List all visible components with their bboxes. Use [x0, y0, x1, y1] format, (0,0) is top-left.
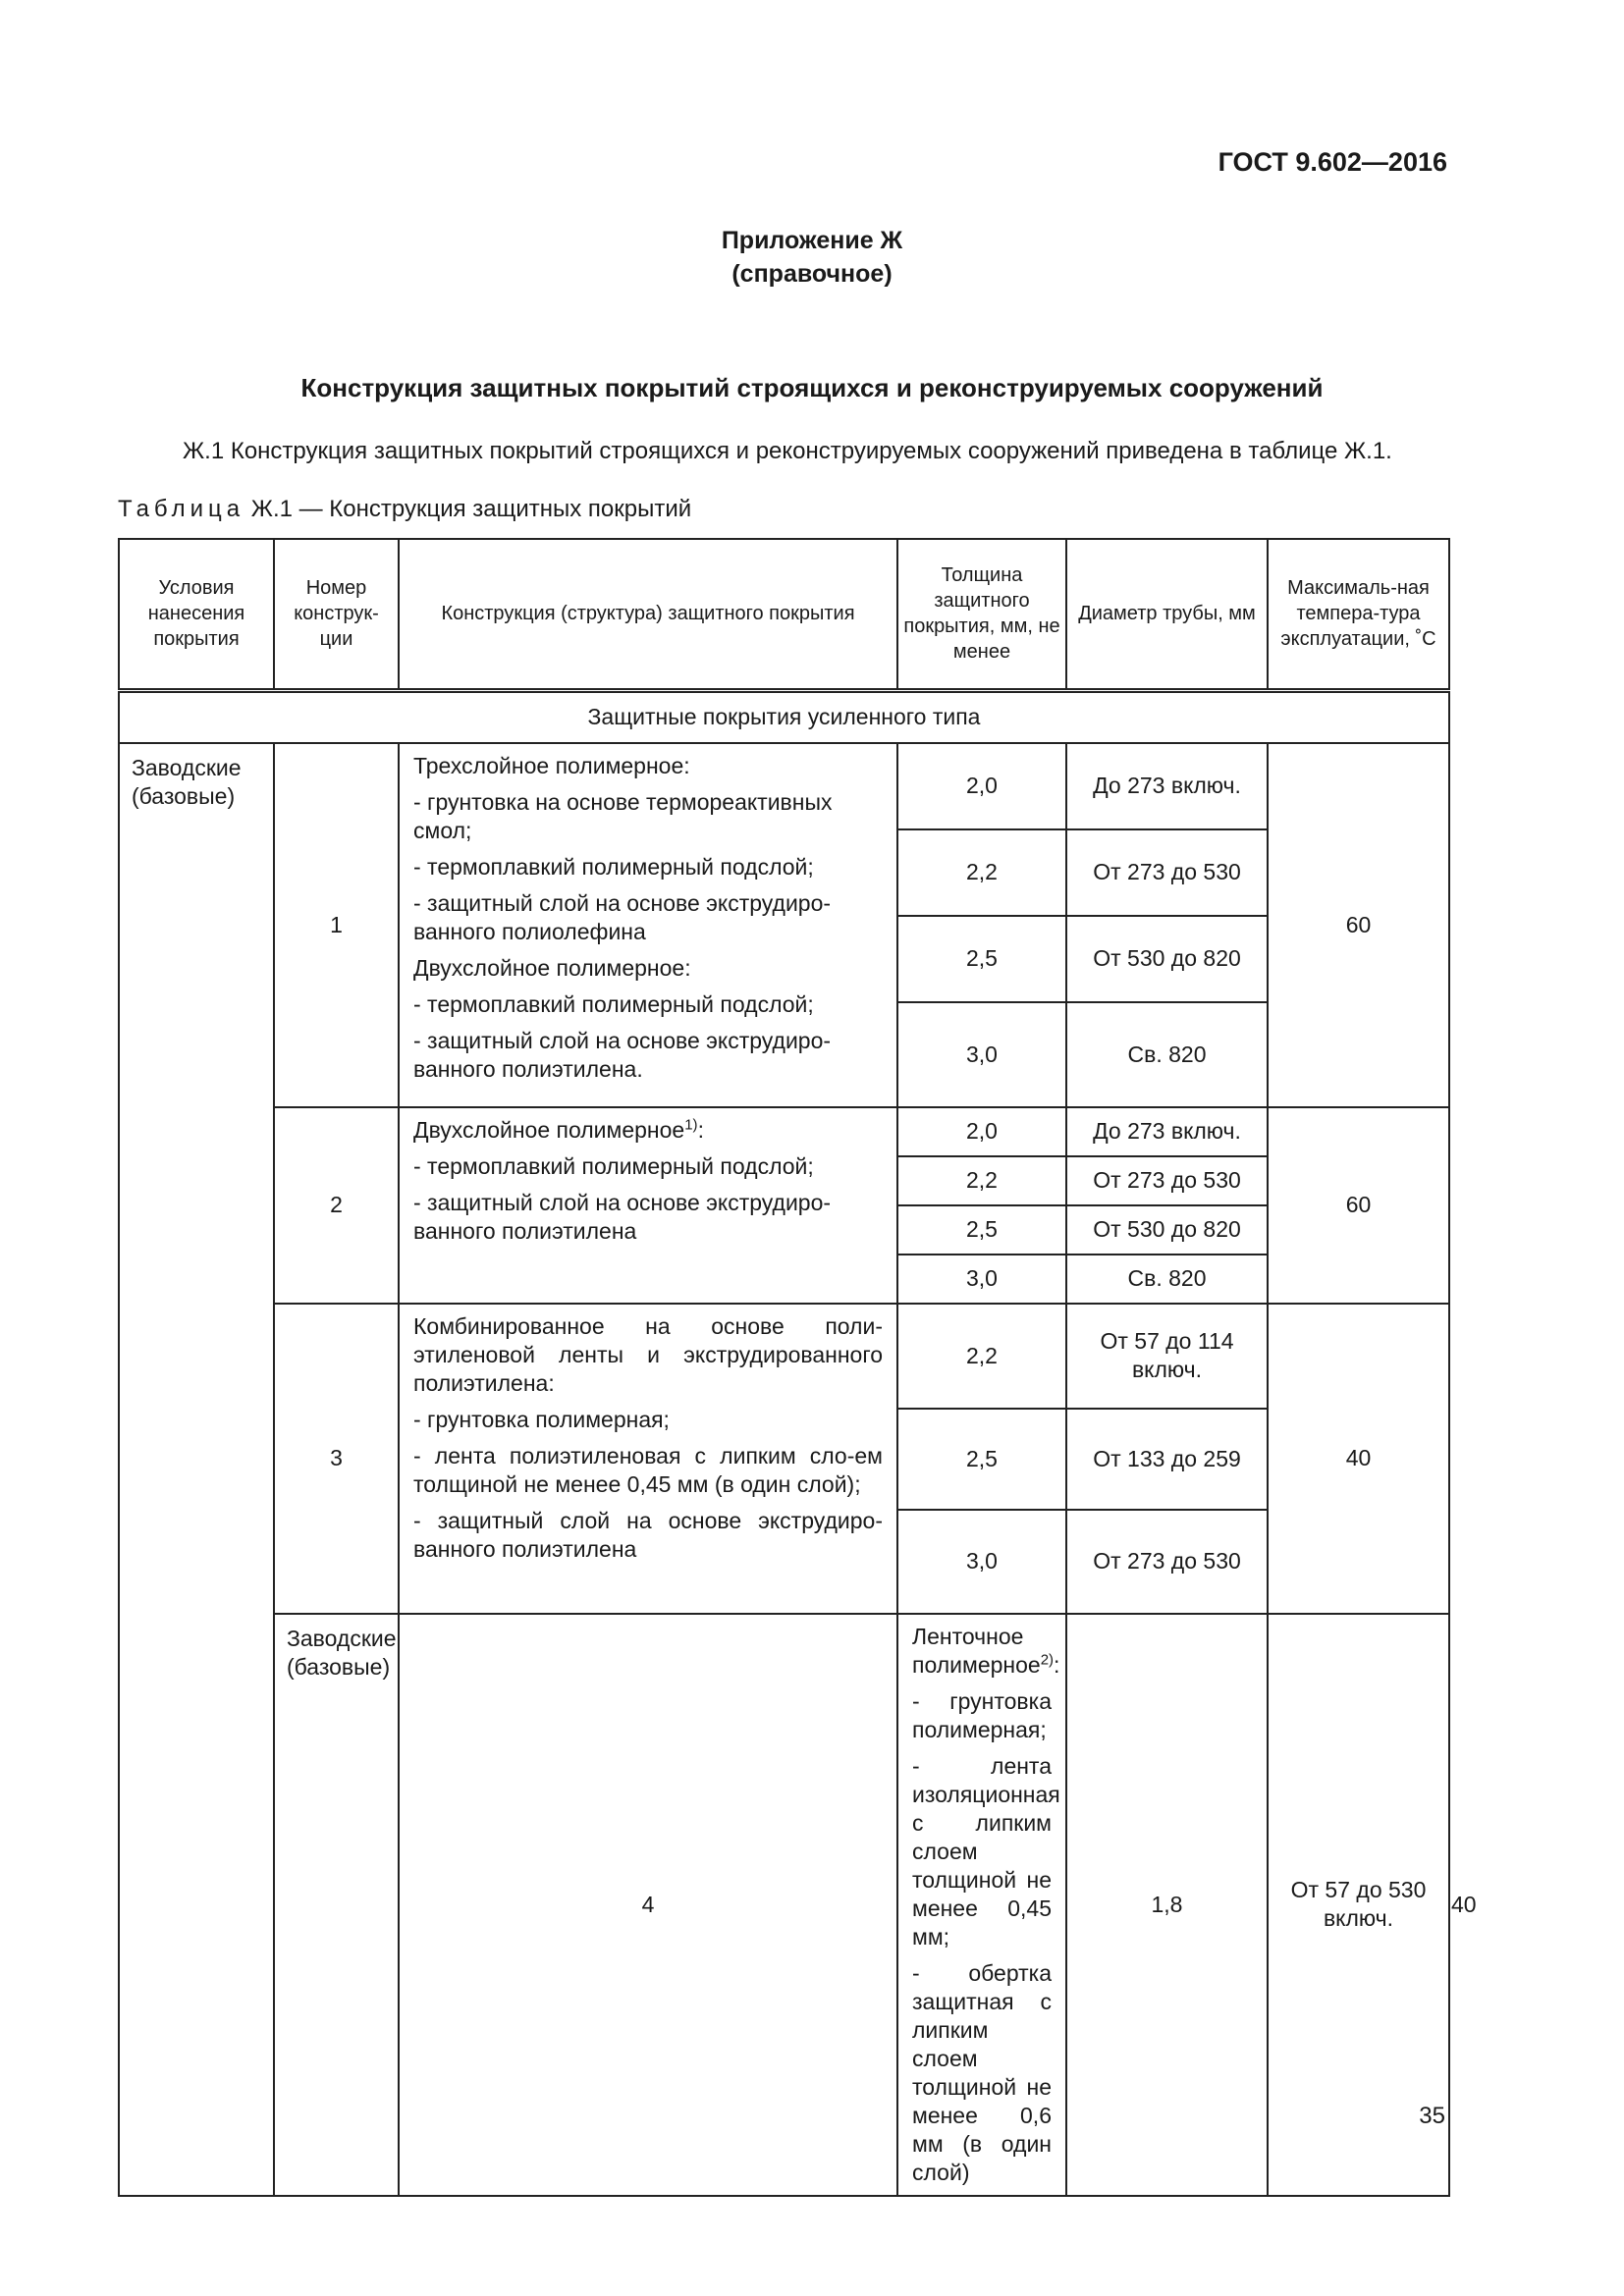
construction-line: - лента изоляционная с липким слоем толщиной не менее 0,45 мм;: [912, 1752, 1060, 1949]
construction-cell: [399, 743, 897, 1107]
thickness-cell: 3,0: [897, 1510, 1066, 1614]
header-cell-thickness: Толщина защитного покрытия, мм, не менее: [897, 539, 1066, 690]
appendix-subtitle: (справочное): [731, 260, 893, 288]
header-cell-number: Номер конструк-ции: [274, 539, 399, 690]
appendix-title: Приложение Ж: [721, 227, 903, 254]
page-number: 35: [1419, 2103, 1445, 2129]
thickness-cell: 2,0: [897, 743, 1066, 829]
construction-line: - лента полиэтиленовая с липким сло-ем толщиной не менее 0,45 мм (в один слой);: [413, 1442, 883, 1497]
header-row: [119, 539, 1449, 690]
section-row: [119, 690, 1449, 743]
diameter-cell: До 273 включ.: [1066, 743, 1268, 829]
conditions-cell: Заводские (базовые): [119, 743, 274, 2196]
thickness-cell: 2,5: [897, 1409, 1066, 1510]
diameter-cell: Св. 820: [1066, 1255, 1268, 1304]
construction-line: - термоплавкий полимерный подслой;: [413, 990, 814, 1017]
construction-line: - защитный слой на основе экструдиро-ванного полиэтилена: [413, 1507, 883, 1562]
colon: :: [697, 1116, 704, 1143]
temperature-cell: 60: [1268, 743, 1449, 1107]
footnote-marker: 1): [684, 1115, 698, 1133]
temperature-cell: 40: [1268, 1304, 1449, 1614]
header-cell-conditions: Условия нанесения покрытия: [119, 539, 274, 690]
thickness-cell: 2,2: [897, 1304, 1066, 1409]
construction-line: - грунтовка полимерная;: [413, 1406, 670, 1432]
colon: :: [1054, 1651, 1060, 1678]
table-row: [119, 1107, 1449, 1156]
thickness-cell: 2,2: [897, 829, 1066, 916]
header-cell-diameter: Диаметр трубы, мм: [1066, 539, 1268, 690]
construction-line: - обертка защитная с липким слоем толщиной не менее 0,6 мм (в один слой): [912, 1959, 1052, 2185]
construction-line: Двухслойное полимерное:: [413, 954, 691, 981]
construction-line: - защитный слой на основе экструдиро-ванного полиэтилена: [413, 1189, 832, 1244]
temperature-cell: 60: [1268, 1107, 1449, 1304]
construction-cell: [399, 1107, 897, 1304]
header-cell-construction: Конструкция (структура) защитного покрытия: [399, 539, 897, 690]
conditions-cell: Заводские (базовые): [274, 1614, 399, 2196]
construction-line: [413, 1116, 883, 1145]
thickness-cell: 3,0: [897, 1002, 1066, 1107]
diameter-cell: От 273 до 530: [1066, 829, 1268, 916]
construction-line: [912, 1623, 1060, 1680]
construction-cell: [399, 1304, 897, 1614]
construction-line: Трехслойное полимерное:: [413, 752, 690, 778]
diameter-cell: От 57 до 530 включ.: [1268, 1614, 1449, 2196]
construction-line: - термоплавкий полимерный подслой;: [413, 1152, 814, 1179]
construction-line: - защитный слой на основе экструдиро-ванного полиолефина: [413, 889, 832, 944]
table-caption-text: Ж.1 — Конструкция защитных покрытий: [244, 496, 692, 522]
construction-line: - грунтовка полимерная;: [912, 1687, 1052, 1742]
section-title: Защитные покрытия усиленного типа: [119, 690, 1449, 743]
diameter-cell: От 530 до 820: [1066, 916, 1268, 1002]
construction-number-cell: 1: [274, 743, 399, 1107]
footnote-marker: 2): [1040, 1650, 1055, 1668]
table-caption: [118, 496, 691, 523]
diameter-cell: До 273 включ.: [1066, 1107, 1268, 1156]
diameter-cell: От 273 до 530: [1066, 1510, 1268, 1614]
construction-line: - защитный слой на основе экструдиро-ванного полиэтилена.: [413, 1027, 832, 1082]
construction-number-cell: 4: [399, 1614, 897, 2196]
coatings-table: [118, 538, 1477, 2197]
thickness-cell: 2,5: [897, 1205, 1066, 1255]
diameter-cell: От 273 до 530: [1066, 1156, 1268, 1205]
table-row: [119, 743, 1449, 829]
diameter-cell: Св. 820: [1066, 1002, 1268, 1107]
thickness-cell: 2,5: [897, 916, 1066, 1002]
diameter-cell: От 133 до 259: [1066, 1409, 1268, 1510]
construction-cell: [897, 1614, 1066, 2196]
diameter-cell: От 530 до 820: [1066, 1205, 1268, 1255]
construction-title: Двухслойное полимерное: [413, 1116, 685, 1143]
main-title: Конструкция защитных покрытий строящихся и реконструируемых сооружений: [300, 373, 1324, 402]
appendix-heading: [0, 224, 1624, 291]
diameter-cell: От 57 до 114 включ.: [1066, 1304, 1268, 1409]
thickness-cell: 1,8: [1066, 1614, 1268, 2196]
table-row: [119, 1304, 1449, 1409]
thickness-cell: 3,0: [897, 1255, 1066, 1304]
thickness-cell: 2,0: [897, 1107, 1066, 1156]
construction-number-cell: 2: [274, 1107, 399, 1304]
standard-number: ГОСТ 9.602—2016: [1218, 147, 1447, 177]
table-row: Заводские (базовые) 4 Ленточное полимерное$^{2)}$: - грунтовка полимерная; - лента изоляционная с липким слоем толщиной не менее 0,45 мм; - обертка защитная с липким слоем толщиной не менее 0,6 мм (в один слой) 1,8 От 57 до 530 включ. 40: [119, 1614, 1449, 2196]
table-caption-prefix: Таблица: [118, 496, 245, 522]
construction-line: - грунтовка на основе термореактивных смол;: [413, 788, 833, 843]
construction-number-cell: 3: [274, 1304, 399, 1614]
construction-line: - термоплавкий полимерный подслой;: [413, 853, 814, 880]
intro-paragraph: Ж.1 Конструкция защитных покрытий строящихся и реконструируемых сооружений приведена в таблице Ж.1.: [183, 438, 1392, 464]
construction-line: Комбинированное на основе поли-этиленовой ленты и экструдированного полиэтилена:: [413, 1312, 883, 1396]
header-cell-temperature: Максималь-ная темпера-тура эксплуатации, ˚С: [1268, 539, 1449, 690]
thickness-cell: 2,2: [897, 1156, 1066, 1205]
construction-title: Ленточное полимерное: [912, 1623, 1041, 1678]
